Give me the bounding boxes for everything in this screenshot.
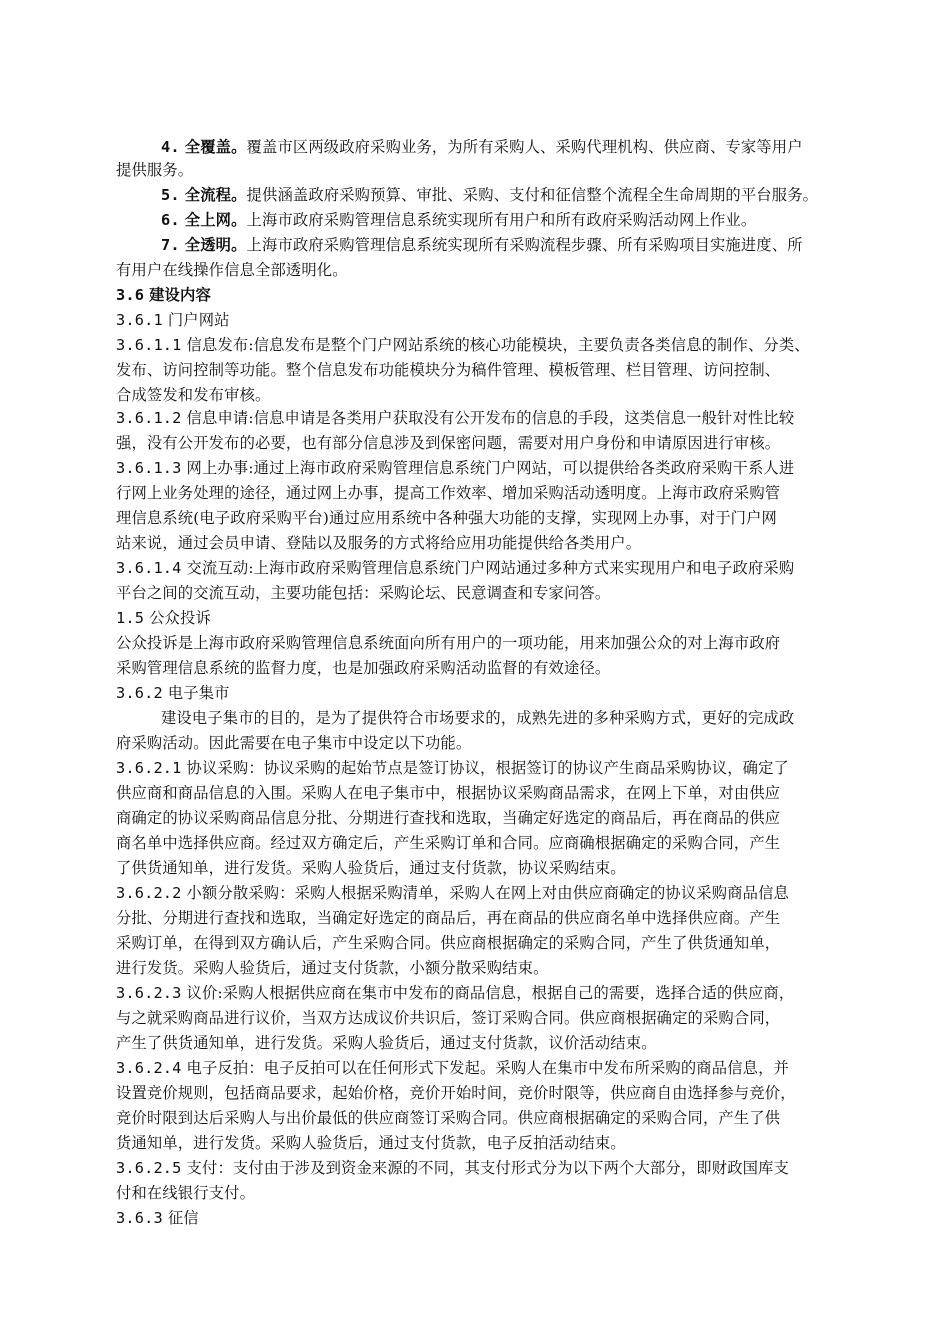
text-line [0,431,950,456]
text-line [0,981,950,1006]
section-number: 3.6.3 [116,1209,163,1227]
section-number: 3.6.1 [116,311,163,329]
body-text: 与之就采购商品进行议价，当双方达成议价共识后，签订采购合同。供应商根据确定的采购合同， [116,1009,781,1027]
heading-text: 全透明。 [184,236,247,254]
text-line [0,1181,950,1206]
section-number: 3.6 [116,286,145,304]
text-line [0,531,950,556]
body-text: 小额分散采购：采购人根据采购清单，采购人在网上对由供应商确定的协议采购商品信息 [186,884,789,902]
body-text: 采购订单，在得到双方确认后，产生采购合同。供应商根据确定的采购合同，产生了供货通知单， [116,934,781,952]
text-line [0,831,950,856]
heading-text: 全覆盖。 [184,138,247,156]
text-line [0,756,950,781]
section-number: 3.6.2.2 [116,884,182,902]
body-text: 协议采购：协议采购的起始节点是签订协议，根据签订的协议产生商品采购协议，确定了 [186,759,789,777]
section-number: 3.6.1.2 [116,409,182,427]
text-line [0,258,950,283]
section-number: 3.6.1.1 [116,336,182,354]
section-number: 1.5 [116,609,145,627]
section-number: 7. [161,236,180,254]
body-text: 电子集市 [167,684,230,702]
body-text: 上海市政府采购管理信息系统实现所有采购流程步骤、所有采购项目实施进度、所 [246,236,803,254]
text-line [0,881,950,906]
section-number: 4. [161,138,180,156]
body-text: 建设电子集市的目的，是为了提供符合市场要求的，成熟先进的多种采购方式，更好的完成政 [161,709,795,727]
section-number: 3.6.1.4 [116,559,182,577]
text-line [0,631,950,656]
section-number: 6. [161,211,180,229]
text-line [0,556,950,581]
section-number: 3.6.2.1 [116,759,182,777]
text-line [0,956,950,981]
body-text: 议价:采购人根据供应商在集市中发布的商品信息，根据自己的需要，选择合适的供应商， [186,984,795,1002]
section-number: 3.6.2.5 [116,1159,182,1177]
text-line [0,606,950,631]
text-line [0,135,950,160]
body-text: 产生了供货通知单，进行发货。采购人验货后，通过支付货款，议价活动结束。 [116,1034,657,1052]
body-text: 合成签发和发布审核。 [116,386,271,404]
text-line [0,1006,950,1031]
body-text: 行网上业务处理的途径，通过网上办事，提高工作效率、增加采购活动透明度。上海市政府采购管 [116,484,781,502]
body-text: 进行发货。采购人验货后，通过支付货款，小额分散采购结束。 [116,959,549,977]
body-text: 理信息系统(电子政府采购平台)通过应用系统中各种强大功能的支撑，实现网上办事，对于门户网 [116,509,778,527]
text-line [0,233,950,258]
text-line [0,1081,950,1106]
body-text: 平台之间的交流互动，主要功能包括：采购论坛、民意调查和专家问答。 [116,584,611,602]
text-line [0,856,950,881]
text-line [0,1031,950,1056]
body-text: 商名单中选择供应商。经过双方确定后，产生采购订单和合同。应商确根据确定的采购合同，产生 [116,834,781,852]
text-line [0,406,950,431]
body-text: 支付：支付由于涉及到资金来源的不同，其支付形式分为以下两个大部分，即财政国库支 [186,1159,789,1177]
text-line [0,208,950,233]
body-text: 提供服务。 [116,161,194,179]
text-line [0,581,950,606]
body-text: 电子反拍：电子反拍可以在任何形式下发起。采购人在集市中发布所采购的商品信息，并 [186,1059,789,1077]
body-text: 付和在线银行支付。 [116,1184,256,1202]
text-line [0,806,950,831]
body-text: 发布、访问控制等功能。整个信息发布功能模块分为稿件管理、模板管理、栏目管理、访问控制、 [116,361,781,379]
text-line [0,308,950,333]
body-text: 信息发布:信息发布是整个门户网站系统的核心功能模块，主要负责各类信息的制作、分类、 [186,336,810,354]
section-number: 3.6.2.4 [116,1059,182,1077]
text-line [0,456,950,481]
body-text: 信息申请:信息申请是各类用户获取没有公开发布的信息的手段，这类信息一般针对性比较 [186,409,795,427]
text-line [0,1131,950,1156]
section-number: 3.6.2.3 [116,984,182,1002]
text-line [0,283,950,308]
body-text: 公众投诉 [149,609,211,627]
heading-text: 全流程。 [184,186,247,204]
text-line [0,1106,950,1131]
body-text: 站来说，通过会员申请、登陆以及服务的方式将给应用功能提供给各类用户。 [116,534,642,552]
heading-text: 建设内容 [149,286,211,304]
heading-text: 全上网。 [184,211,247,229]
body-text: 有用户在线操作信息全部透明化。 [116,261,348,279]
text-line [0,906,950,931]
body-text: 货通知单，进行发货。采购人验货后，通过支付货款，电子反拍活动结束。 [116,1134,626,1152]
body-text: 征信 [167,1209,199,1227]
text-line [0,931,950,956]
text-line [0,1056,950,1081]
body-text: 提供涵盖政府采购预算、审批、采购、支付和征信整个流程全生命周期的平台服务。 [246,186,819,204]
body-text: 采购管理信息系统的监督力度，也是加强政府采购活动监督的有效途径。 [116,659,611,677]
body-text: 供应商和商品信息的入围。采购人在电子集市中，根据协议采购商品需求，在网上下单，对由供应 [116,784,781,802]
text-line [0,1206,950,1231]
text-line [0,1156,950,1181]
body-text: 交流互动:上海市政府采购管理信息系统门户网站通过多种方式来实现用户和电子政府采购 [186,559,795,577]
body-text: 了供货通知单，进行发货。采购人验货后，通过支付货款，协议采购结束。 [116,859,626,877]
body-text: 上海市政府采购管理信息系统实现所有用户和所有政府采购活动网上作业。 [246,211,757,229]
section-number: 3.6.1.3 [116,459,182,477]
body-text: 府采购活动。因此需要在电子集市中设定以下功能。 [116,734,472,752]
text-line [0,781,950,806]
body-text: 门户网站 [167,311,230,329]
body-text: 设置竞价规则，包括商品要求，起始价格，竞价开始时间，竞价时限等，供应商自由选择参与竞价， [116,1084,796,1102]
text-line [0,656,950,681]
body-text: 公众投诉是上海市政府采购管理信息系统面向所有用户的一项功能，用来加强公众的对上海市政府 [116,634,781,652]
text-line [0,183,950,208]
body-text: 强，没有公开发布的必要，也有部分信息涉及到保密问题，需要对用户身份和申请原因进行审核。 [116,434,781,452]
body-text: 分批、分期进行查找和选取，当确定好选定的商品后，再在商品的供应商名单中选择供应商。产生 [116,909,781,927]
text-line [0,333,950,358]
body-text: 覆盖市区两级政府采购业务，为所有采购人、采购代理机构、供应商、专家等用户 [246,138,803,156]
text-line [0,681,950,706]
body-text: 商确定的协议采购商品信息分批、分期进行查找和选取，当确定好选定的商品后，再在商品的供应 [116,809,781,827]
section-number: 3.6.2 [116,684,163,702]
text-line [0,383,950,408]
body-text: 网上办事:通过上海市政府采购管理信息系统门户网站，可以提供给各类政府采购干系人进 [186,459,795,477]
section-number: 5. [161,186,180,204]
text-line [0,731,950,756]
text-line [0,358,950,383]
body-text: 竞价时限到达后采购人与出价最低的供应商签订采购合同。供应商根据确定的采购合同，产生了供 [116,1109,781,1127]
text-line [0,481,950,506]
text-line [0,706,950,731]
text-line [0,158,950,183]
text-line [0,506,950,531]
